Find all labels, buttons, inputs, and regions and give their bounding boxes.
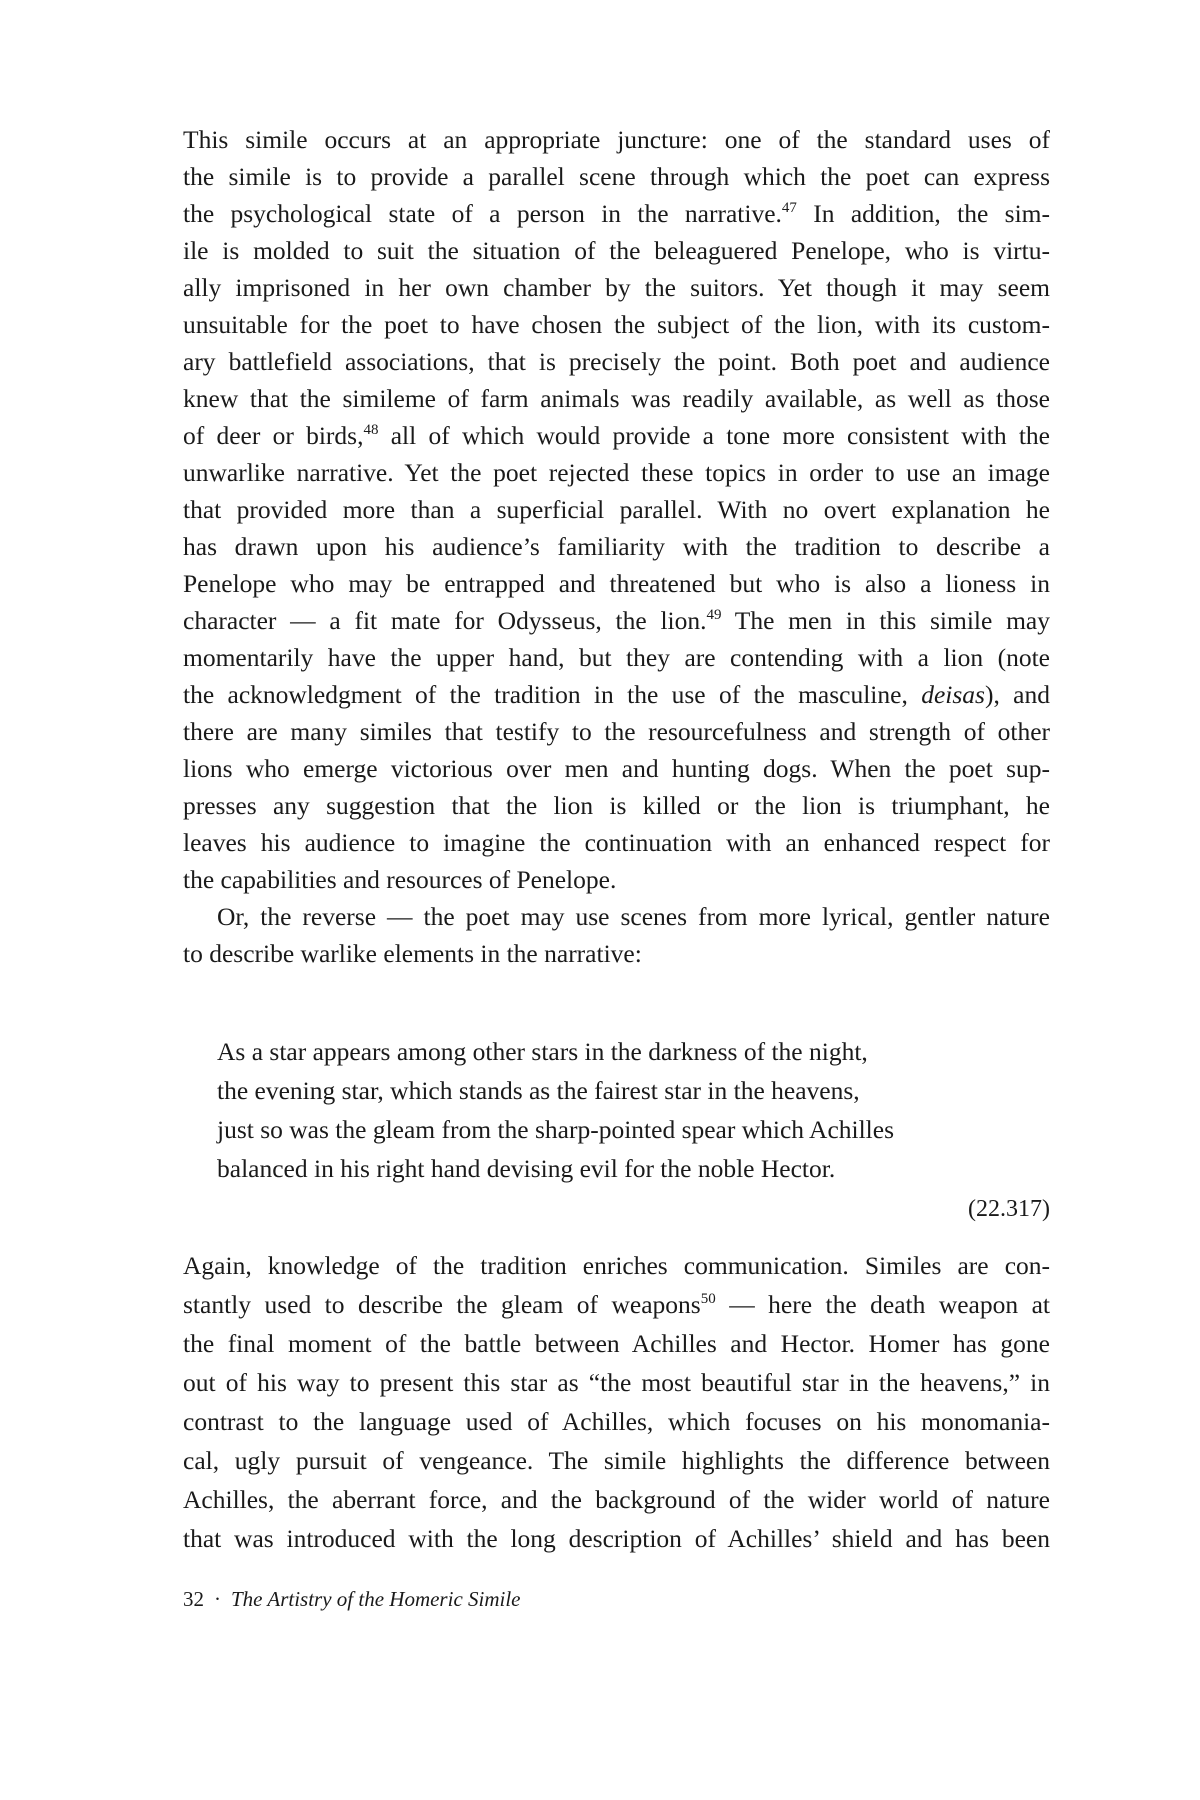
footnote-ref-48[interactable]: 48 xyxy=(363,422,379,438)
text-line: ary battlefield associations, that is precisely the point. Both poet and audience xyxy=(183,347,1050,376)
running-title: The Artistry of the Homeric Simile xyxy=(231,1587,521,1611)
text-line: of deer or birds,$^{48}$ all of which would provide a tone more consistent with the xyxy=(183,421,1050,450)
text-line: lions who emerge victorious over men and hunting dogs. When the poet sup- xyxy=(183,754,1050,783)
text-line: to describe warlike elements in the narrative: xyxy=(183,939,642,968)
quote-line: As a star appears among other stars in the darkness of the night, xyxy=(217,1037,868,1066)
italic-term: deisas xyxy=(921,680,985,709)
footnote-ref-49[interactable]: 49 xyxy=(706,607,722,623)
text-line: knew that the simileme of farm animals was readily available, as well as those xyxy=(183,384,1050,413)
text-line: the simile is to provide a parallel scene through which the poet can express xyxy=(183,162,1050,191)
text-line: character — a fit mate for Odysseus, the lion.$^{49}$ The men in this simile may xyxy=(183,606,1050,635)
text-line: the acknowledgment of the tradition in the use of the masculine, deisas), and xyxy=(183,680,1050,709)
page-footer xyxy=(183,1584,521,1614)
text-line: ally imprisoned in her own chamber by the suitors. Yet though it may seem xyxy=(183,273,1050,302)
text-line: that provided more than a superficial parallel. With no overt explanation he xyxy=(183,495,1050,524)
text-line: Or, the reverse — the poet may use scenes from more lyrical, gentler nature xyxy=(217,902,1050,931)
quote-line: balanced in his right hand devising evil for the noble Hector. xyxy=(217,1154,836,1183)
text-line: unsuitable for the poet to have chosen the subject of the lion, with its custom- xyxy=(183,310,1050,339)
footer-separator: · xyxy=(214,1587,221,1611)
page-number: 32 xyxy=(183,1587,204,1611)
text-line: This simile occurs at an appropriate juncture: one of the standard uses of xyxy=(183,125,1050,154)
quote-line: just so was the gleam from the sharp-pointed spear which Achilles xyxy=(217,1115,895,1144)
text-line: Again, knowledge of the tradition enriches communication. Similes are con- xyxy=(183,1251,1050,1280)
text-line: there are many similes that testify to the resourcefulness and strength of other xyxy=(183,717,1050,746)
text-line: the capabilities and resources of Penelope. xyxy=(183,865,617,894)
text-line: has drawn upon his audience’s familiarity with the tradition to describe a xyxy=(183,532,1050,561)
text-line: momentarily have the upper hand, but they are contending with a lion (note xyxy=(183,643,1050,672)
text-line: stantly used to describe the gleam of weapons$^{50}$ — here the death weapon at xyxy=(183,1290,1050,1319)
text-line: contrast to the language used of Achilles, which focuses on his monomania- xyxy=(183,1407,1050,1436)
text-line: unwarlike narrative. Yet the poet rejected these topics in order to use an image xyxy=(183,458,1050,487)
text-line: the final moment of the battle between Achilles and Hector. Homer has gone xyxy=(183,1329,1050,1358)
quote-line: the evening star, which stands as the fairest star in the heavens, xyxy=(217,1076,860,1105)
text-line: cal, ugly pursuit of vengeance. The simile highlights the difference between xyxy=(183,1446,1050,1475)
text-line: Penelope who may be entrapped and threatened but who is also a lioness in xyxy=(183,569,1050,598)
text-line: out of his way to present this star as “the most beautiful star in the heavens,” in xyxy=(183,1368,1050,1397)
text-line: presses any suggestion that the lion is killed or the lion is triumphant, he xyxy=(183,791,1050,820)
text-line: leaves his audience to imagine the continuation with an enhanced respect for xyxy=(183,828,1050,857)
text-line: Achilles, the aberrant force, and the background of the wider world of nature xyxy=(183,1485,1050,1514)
footnote-ref-50[interactable]: 50 xyxy=(700,1291,716,1307)
footnote-ref-47[interactable]: 47 xyxy=(781,200,797,216)
text-line: the psychological state of a person in the narrative.$^{47}$ In addition, the sim- xyxy=(183,199,1050,228)
quote-citation: (22.317) xyxy=(968,1196,1050,1222)
text-line: that was introduced with the long description of Achilles’ shield and has been xyxy=(183,1524,1050,1553)
text-line: ile is molded to suit the situation of the beleaguered Penelope, who is virtu- xyxy=(183,236,1050,265)
